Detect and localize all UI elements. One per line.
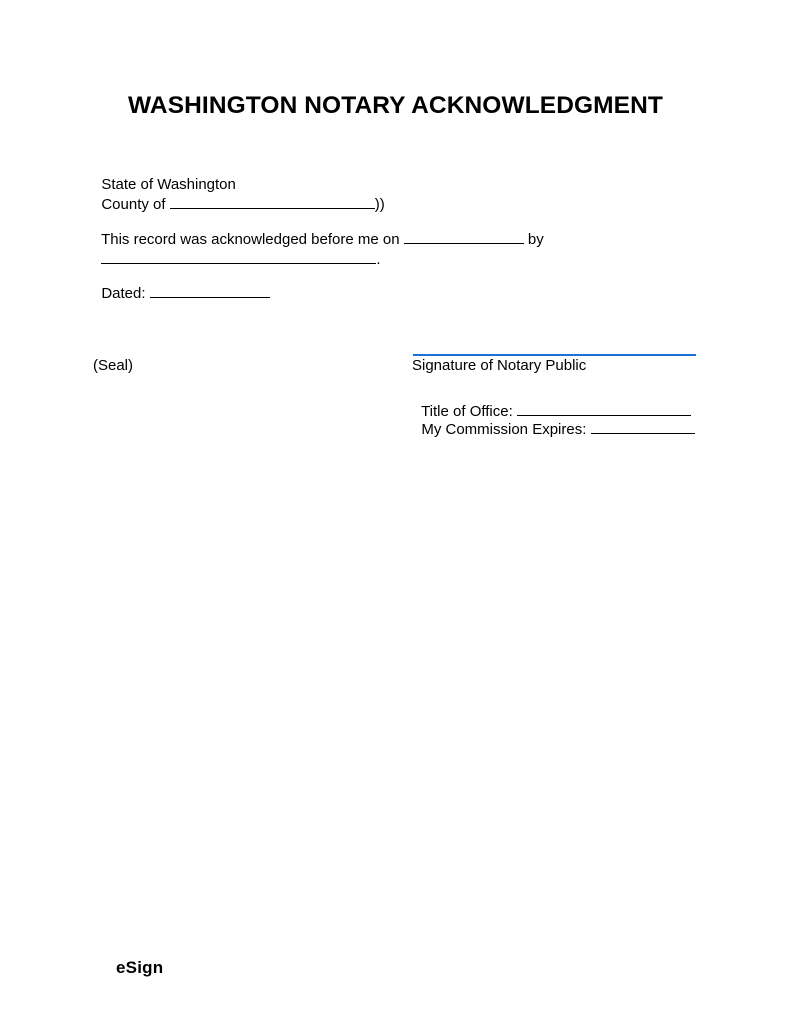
commission-blank-field[interactable] — [591, 420, 695, 434]
county-line — [93, 177, 385, 214]
acknowledgment-by-text: by — [523, 231, 544, 248]
seal-label: (Seal) — [93, 357, 134, 374]
state-text: State of Washington — [101, 176, 236, 193]
county-suffix: )) — [374, 196, 385, 213]
county-blank-field[interactable] — [170, 195, 375, 209]
esign-logo: eSign — [116, 958, 164, 977]
dated-label: Dated: — [101, 285, 150, 302]
signature-label: Signature of Notary Public — [412, 357, 587, 374]
acknowledgment-name-line — [93, 232, 381, 269]
signature-line[interactable] — [413, 354, 696, 356]
title-of-office-label: Title of Office: — [421, 403, 517, 420]
dated-blank-field[interactable] — [150, 284, 270, 298]
commission-line — [413, 402, 695, 439]
commission-label: My Commission Expires: — [421, 421, 591, 438]
acknowledgment-date-blank-field[interactable] — [404, 230, 524, 244]
county-label: County of — [101, 196, 170, 213]
acknowledgment-period: . — [376, 251, 381, 268]
dated-line — [93, 266, 270, 303]
acknowledgment-name-blank-field[interactable] — [101, 250, 376, 264]
acknowledgment-text: This record was acknowledged before me on — [101, 231, 404, 248]
document-title: WASHINGTON NOTARY ACKNOWLEDGMENT — [128, 92, 663, 119]
